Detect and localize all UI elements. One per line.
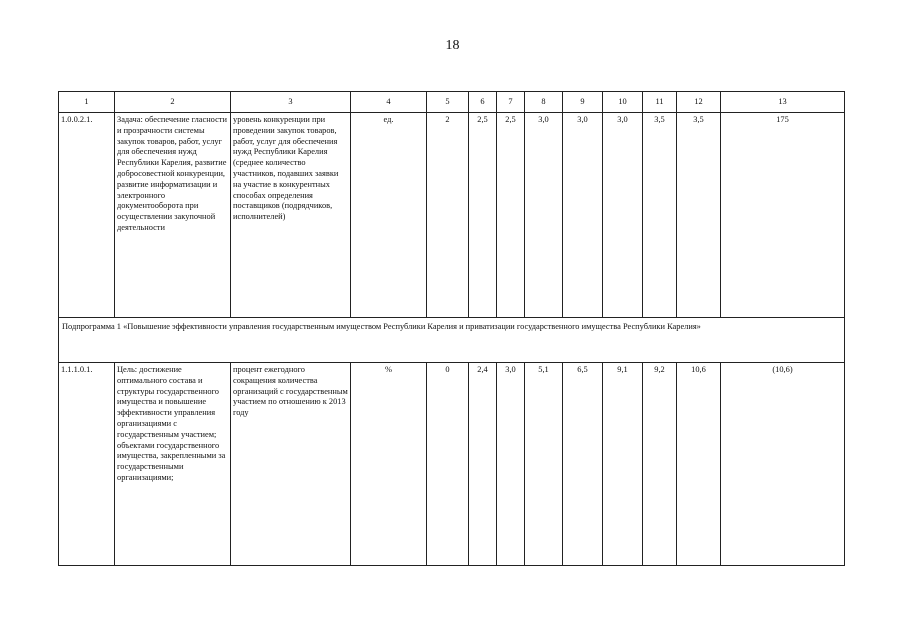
row-unit: ед. xyxy=(351,113,427,318)
header-cell: 7 xyxy=(497,92,525,113)
row-code: 1.1.1.0.1. xyxy=(59,363,115,566)
row-value: 6,5 xyxy=(563,363,603,566)
header-cell: 3 xyxy=(231,92,351,113)
header-cell: 9 xyxy=(563,92,603,113)
row-code: 1.0.0.2.1. xyxy=(59,113,115,318)
row-value: 2 xyxy=(427,113,469,318)
row-value: 3,5 xyxy=(643,113,677,318)
header-cell: 5 xyxy=(427,92,469,113)
row-value: 2,4 xyxy=(469,363,497,566)
row-total: (10,6) xyxy=(721,363,845,566)
header-cell: 6 xyxy=(469,92,497,113)
header-cell: 13 xyxy=(721,92,845,113)
row-indicator: уровень конкуренции при проведении закупок товаров, работ, услуг для обеспечения нужд Республики Карелия (среднее количество участников, подавших заявки на участие в конкурентных способах определения поставщиков (подрядчиков, исполнителей) xyxy=(231,113,351,318)
indicators-table xyxy=(58,91,845,566)
header-cell: 11 xyxy=(643,92,677,113)
table-row-task xyxy=(59,113,845,318)
table-row-subprogram xyxy=(59,318,845,363)
row-indicator: процент ежегодного сокращения количества организаций с государственным участием по отношению к 2013 году xyxy=(231,363,351,566)
subprogram-title: Подпрограмма 1 «Повышение эффективности управления государственным имуществом Республики Карелия и приватизации государственного имущества Республики Карелия» xyxy=(59,318,845,363)
row-value: 3,0 xyxy=(563,113,603,318)
header-cell: 2 xyxy=(115,92,231,113)
header-cell: 8 xyxy=(525,92,563,113)
row-value: 3,0 xyxy=(525,113,563,318)
table-row-goal xyxy=(59,363,845,566)
row-value: 10,6 xyxy=(677,363,721,566)
row-value: 5,1 xyxy=(525,363,563,566)
row-description: Задача: обеспечение гласности и прозрачности системы закупок товаров, работ, услуг для обеспечения нужд Республики Карелия, развитие добросовестной конкуренции, развитие информатизации и электронного документооборота при осуществлении закупочной деятельности xyxy=(115,113,231,318)
table-header-row xyxy=(59,92,845,113)
row-value: 9,1 xyxy=(603,363,643,566)
row-unit: % xyxy=(351,363,427,566)
page-number: 18 xyxy=(445,38,460,53)
row-value: 9,2 xyxy=(643,363,677,566)
header-cell: 10 xyxy=(603,92,643,113)
row-description: Цель: достижение оптимального состава и структуры государственного имущества и повышение эффективности управления организациями с государственным участием; объектами государственного имущества, закрепленными за государственными организациями; xyxy=(115,363,231,566)
row-value: 2,5 xyxy=(497,113,525,318)
row-value: 3,0 xyxy=(603,113,643,318)
row-value: 3,5 xyxy=(677,113,721,318)
row-total: 175 xyxy=(721,113,845,318)
row-value: 0 xyxy=(427,363,469,566)
row-value: 2,5 xyxy=(469,113,497,318)
header-cell: 1 xyxy=(59,92,115,113)
header-cell: 12 xyxy=(677,92,721,113)
header-cell: 4 xyxy=(351,92,427,113)
row-value: 3,0 xyxy=(497,363,525,566)
